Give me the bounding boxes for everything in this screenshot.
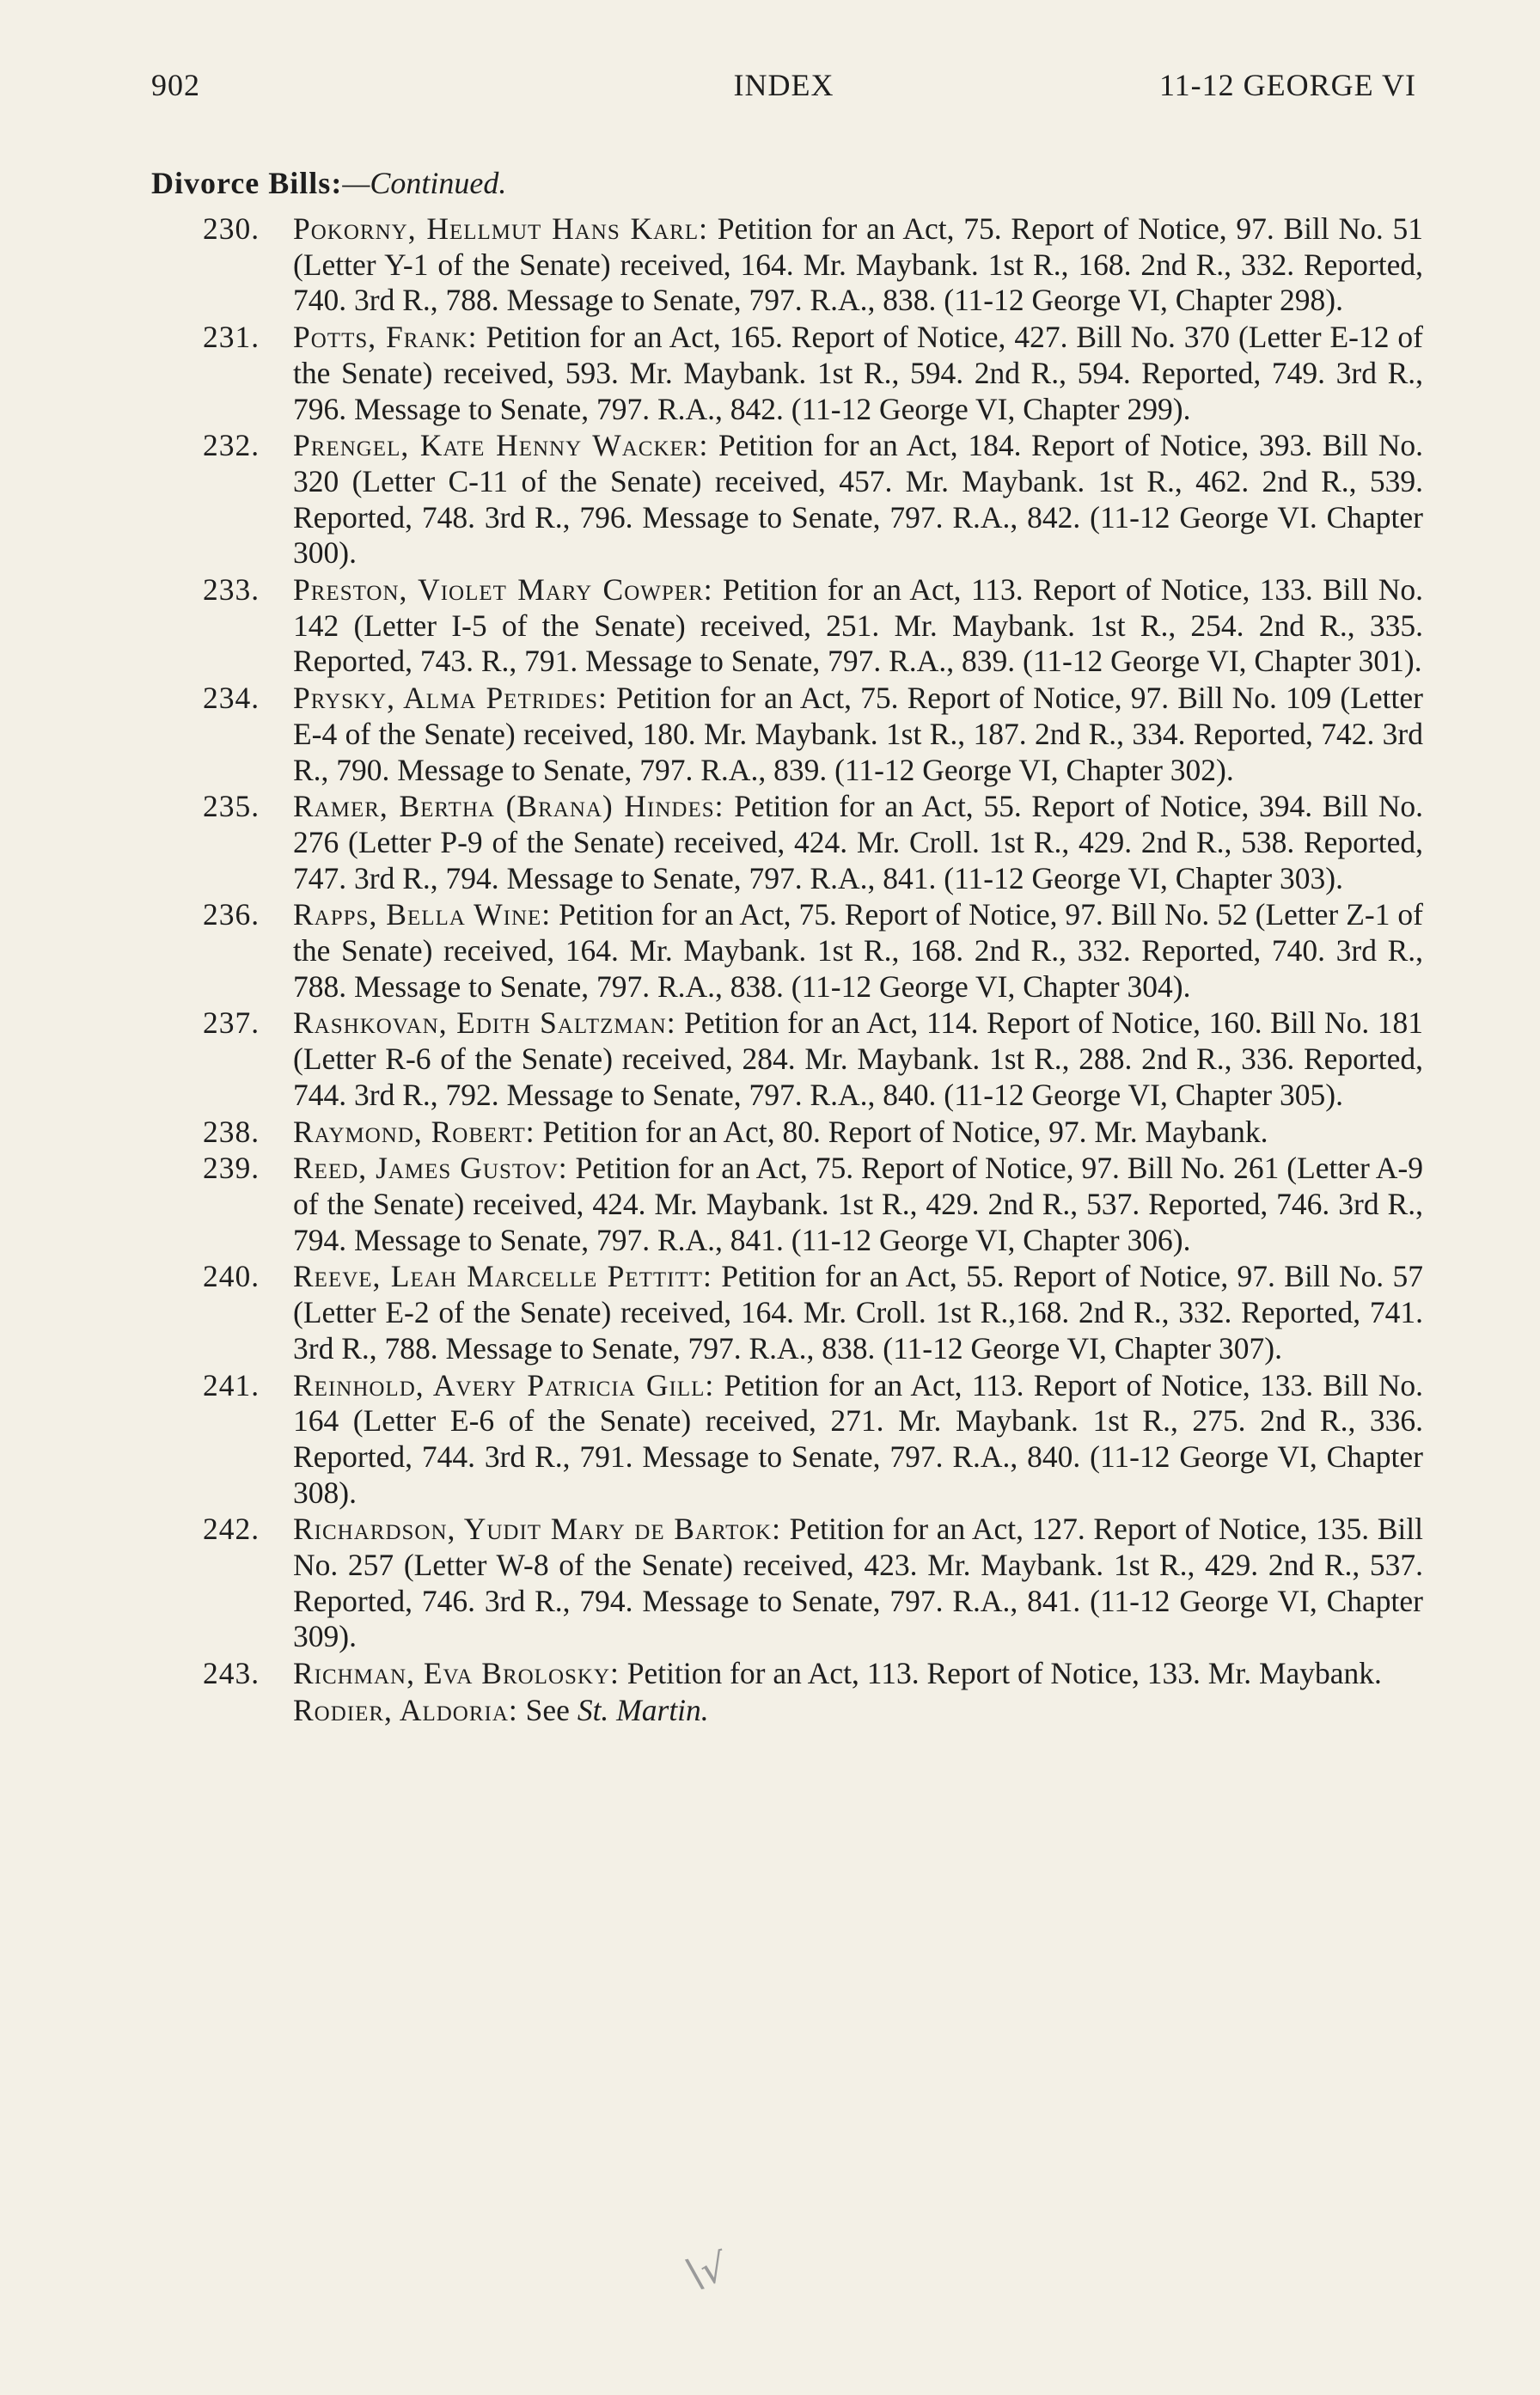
entry-number: 232. <box>203 428 260 463</box>
entry-number: 239. <box>203 1151 260 1186</box>
entry-text: Petition for an Act, 55. Report of Notice, 97. Bill No. 57 (Letter E-2 of the Senate) received, 164. Mr. Croll. 1st R.,168. 2nd R., 332. Reported, 741. 3rd R., 788. Message to Senate, 797. R.A., 838. (11-12 George VI, Chapter 307). <box>293 1259 1423 1366</box>
xref-see: See <box>517 1692 578 1727</box>
index-entry <box>151 1005 1423 1113</box>
index-entry <box>151 1656 1423 1692</box>
entry-number: 230. <box>203 211 260 246</box>
section-continued: —Continued. <box>342 166 507 200</box>
page-number: 902 <box>151 68 200 102</box>
entry-number: 233. <box>203 572 260 608</box>
entry-number: 238. <box>203 1114 260 1149</box>
index-entry <box>151 1512 1423 1655</box>
index-entry <box>151 681 1423 788</box>
running-head <box>151 67 1416 110</box>
entry-number: 243. <box>203 1656 260 1691</box>
index-entry <box>151 320 1423 427</box>
cross-reference <box>151 1693 1423 1729</box>
entry-number: 234. <box>203 681 260 716</box>
entry-name: Reed, James Gustov: <box>293 1151 568 1186</box>
index-entry <box>151 1115 1423 1151</box>
entry-name: Pokorny, Hellmut Hans Karl: <box>293 211 708 246</box>
section-label: Divorce Bills: <box>151 166 343 200</box>
entry-name: Preston, Violet Mary Cowper: <box>293 572 713 608</box>
entry-number: 236. <box>203 897 260 932</box>
xref-target: St. Martin. <box>577 1692 709 1727</box>
entry-text: Petition for an Act, 127. Report of Notice, 135. Bill No. 257 (Letter W-8 of the Senate) received, 423. Mr. Maybank. 1st R., 429. 2nd R., 537. Reported, 746. 3rd R., 794. Message to Senate, 797. R.A., 841. (11-12 George VI, Chapter 309). <box>293 1512 1423 1654</box>
index-entries <box>151 211 1423 1729</box>
entry-number: 231. <box>203 320 260 355</box>
entry-text: Petition for an Act, 113. Report of Notice, 133. Bill No. 142 (Letter I-5 of the Senate) received, 251. Mr. Maybank. 1st R., 254. 2nd R., 335. Reported, 743. R., 791. Message to Senate, 797. R.A., 839. (11-12 George VI, Chapter 301). <box>293 572 1423 679</box>
index-entry <box>151 1151 1423 1258</box>
entry-name: Richman, Eva Brolosky: <box>293 1656 620 1691</box>
index-entry <box>151 572 1423 680</box>
index-entry <box>151 897 1423 1005</box>
index-title: INDEX <box>733 68 834 102</box>
entry-name: Rapps, Bella Wine: <box>293 897 552 932</box>
entry-name: Reinhold, Avery Patricia Gill: <box>293 1367 715 1402</box>
entry-text: Petition for an Act, 184. Report of Notice, 393. Bill No. 320 (Letter C-11 of the Senate) received, 457. Mr. Maybank. 1st R., 462. 2nd R., 539. Reported, 748. 3rd R., 796. Message to Senate, 797. R.A., 842. (11-12 George VI. Chapter 300). <box>293 428 1423 571</box>
volume-title: 11-12 GEORGE VI <box>1159 68 1416 102</box>
entry-text: Petition for an Act, 55. Report of Notice, 394. Bill No. 276 (Letter P-9 of the Senate) received, 424. Mr. Croll. 1st R., 429. 2nd R., 538. Reported, 747. 3rd R., 794. Message to Senate, 797. R.A., 841. (11-12 George VI, Chapter 303). <box>293 789 1423 895</box>
index-entry <box>151 789 1423 896</box>
entry-text: Petition for an Act, 80. Report of Notice, 97. Mr. Maybank. <box>535 1114 1268 1149</box>
entry-number: 235. <box>203 789 260 824</box>
xref-name: Rodier, Aldoria: <box>293 1692 518 1727</box>
pencil-mark: \√ <box>682 2243 730 2298</box>
entry-name: Potts, Frank: <box>293 320 478 355</box>
entry-text: Petition for an Act, 113. Report of Notice, 133. Bill No. 164 (Letter E-6 of the Senate) received, 271. Mr. Maybank. 1st R., 275. 2nd R., 336. Reported, 744. 3rd R., 791. Message to Senate, 797. R.A., 840. (11-12 George VI, Chapter 308). <box>293 1367 1423 1510</box>
entry-text: Petition for an Act, 114. Report of Notice, 160. Bill No. 181 (Letter R-6 of the Senate) received, 284. Mr. Maybank. 1st R., 288. 2nd R., 336. Reported, 744. 3rd R., 792. Message to Senate, 797. R.A., 840. (11-12 George VI, Chapter 305). <box>293 1005 1423 1112</box>
entry-text: Petition for an Act, 113. Report of Notice, 133. Mr. Maybank. <box>619 1656 1382 1691</box>
index-entry <box>151 211 1423 319</box>
entry-text: Petition for an Act, 75. Report of Notice, 97. Bill No. 52 (Letter Z-1 of the Senate) received, 164. Mr. Maybank. 1st R., 168. 2nd R., 332. Reported, 740. 3rd R., 788. Message to Senate, 797. R.A., 838. (11-12 George VI, Chapter 304). <box>293 897 1423 1004</box>
index-entry <box>151 1368 1423 1512</box>
entry-number: 237. <box>203 1005 260 1041</box>
entry-number: 240. <box>203 1259 260 1294</box>
entry-name: Prengel, Kate Henny Wacker: <box>293 428 709 463</box>
section-heading <box>151 165 506 201</box>
entry-name: Reeve, Leah Marcelle Pettitt: <box>293 1259 712 1294</box>
entry-text: Petition for an Act, 75. Report of Notice, 97. Bill No. 109 (Letter E-4 of the Senate) received, 180. Mr. Maybank. 1st R., 187. 2nd R., 334. Reported, 742. 3rd R., 790. Message to Senate, 797. R.A., 839. (11-12 George VI, Chapter 302). <box>293 681 1423 787</box>
entry-text: Petition for an Act, 165. Report of Notice, 427. Bill No. 370 (Letter E-12 of the Senate) received, 593. Mr. Maybank. 1st R., 594. 2nd R., 594. Reported, 749. 3rd R., 796. Message to Senate, 797. R.A., 842. (11-12 George VI, Chapter 299). <box>293 320 1424 426</box>
index-entry <box>151 1259 1423 1366</box>
entry-name: Richardson, Yudit Mary de Bartok: <box>293 1512 781 1547</box>
entry-text: Petition for an Act, 75. Report of Notice, 97. Bill No. 261 (Letter A-9 of the Senate) received, 424. Mr. Maybank. 1st R., 429. 2nd R., 537. Reported, 746. 3rd R., 794. Message to Senate, 797. R.A., 841. (11-12 George VI, Chapter 306). <box>293 1151 1423 1257</box>
index-entry <box>151 428 1423 571</box>
entry-name: Prysky, Alma Petrides: <box>293 681 608 716</box>
entry-name: Ramer, Bertha (Brana) Hindes: <box>293 789 724 824</box>
entry-name: Raymond, Robert: <box>293 1114 535 1149</box>
entry-number: 241. <box>203 1367 260 1402</box>
entry-text: Petition for an Act, 75. Report of Notice, 97. Bill No. 51 (Letter Y-1 of the Senate) received, 164. Mr. Maybank. 1st R., 168. 2nd R., 332. Reported, 740. 3rd R., 788. Message to Senate, 797. R.A., 838. (11-12 George VI, Chapter 298). <box>293 211 1424 318</box>
entry-number: 242. <box>203 1512 260 1547</box>
entry-name: Rashkovan, Edith Saltzman: <box>293 1005 676 1041</box>
